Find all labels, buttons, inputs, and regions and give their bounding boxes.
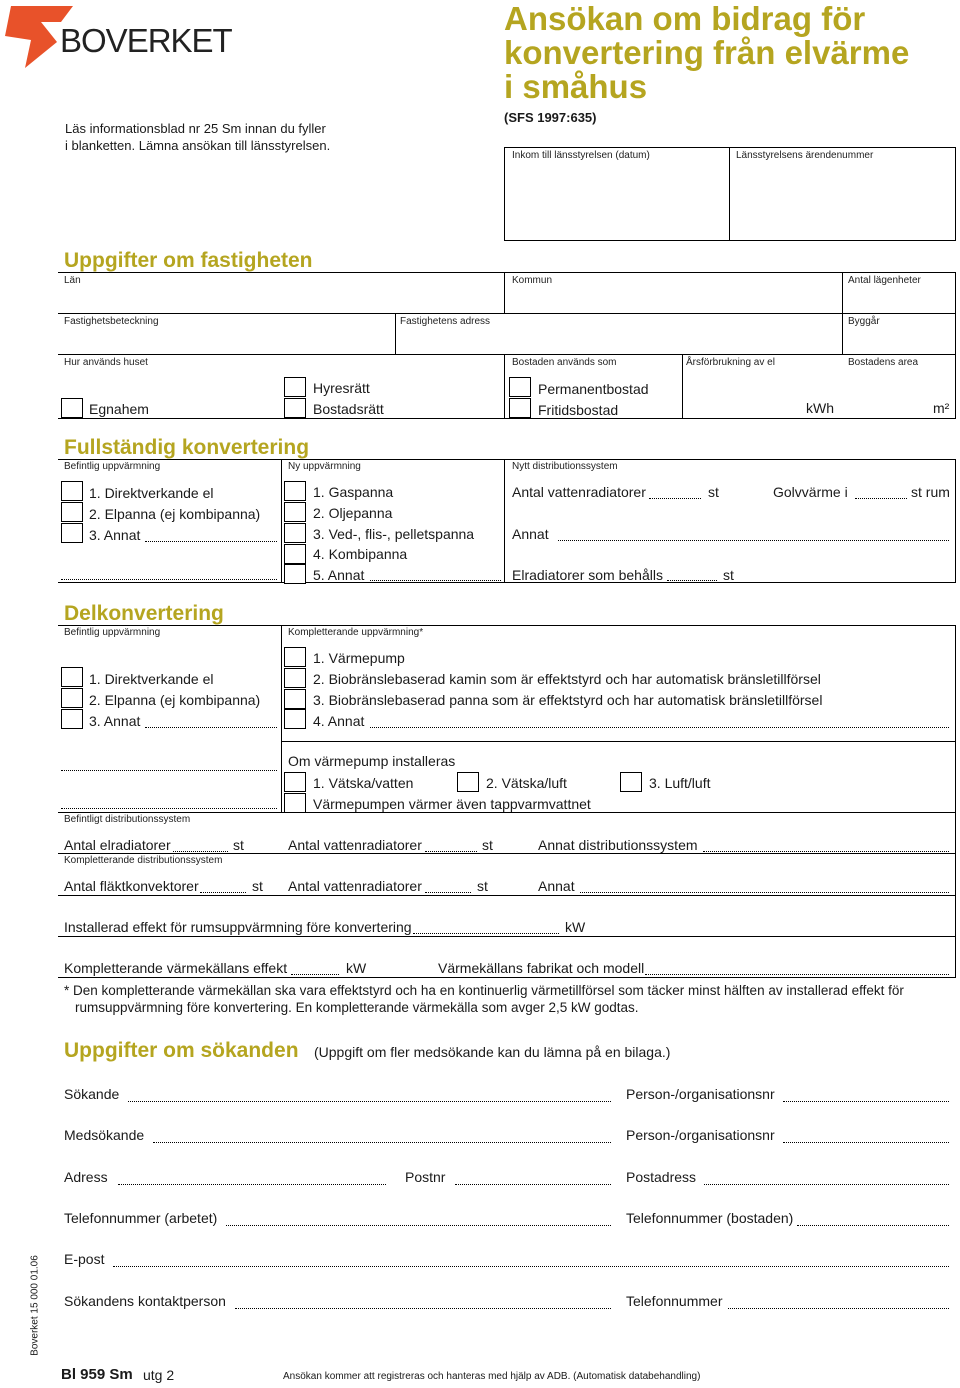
full-radiators-label: Antal vattenradiatorer [512, 484, 646, 500]
water-rad-unit: st [482, 837, 493, 853]
full-ex3-label: 3. Annat [89, 527, 141, 543]
email-label: E-post [64, 1251, 105, 1267]
side-print-code: Boverket 15 000 01.06 [29, 1255, 41, 1356]
sokande-pnr-label: Person-/organisationsnr [626, 1086, 775, 1102]
checkbox-fritids[interactable] [509, 398, 531, 418]
partial-ex2-label: 2. Elpanna (ej kombipanna) [89, 692, 261, 708]
postadress-label: Postadress [626, 1169, 697, 1185]
hp-type3-label: 3. Luft/luft [649, 775, 711, 791]
phone-field[interactable] [728, 1308, 949, 1309]
applicant-note: (Uppgift om fler medsökande kan du lämna på en bilaga.) [314, 1044, 671, 1060]
checkbox-partial-ex2[interactable] [61, 688, 83, 708]
form-edition: utg 2 [143, 1367, 175, 1383]
checkbox-full-new3[interactable] [284, 523, 306, 543]
email-field[interactable] [113, 1266, 949, 1267]
checkbox-hp-type2[interactable] [457, 772, 479, 792]
intro-text-line2: i blanketten. Lämna ansökan till länsstyrelsen. [65, 138, 331, 153]
postadress-field[interactable] [704, 1184, 949, 1185]
manufacturer-field[interactable] [645, 974, 949, 975]
other-dist-label: Annat distributionssystem [538, 837, 698, 853]
hp-type1-label: 1. Vätska/vatten [313, 775, 414, 791]
area-field[interactable] [846, 372, 926, 414]
form-title-line3: i småhus [504, 68, 648, 105]
received-date-label: Inkom till länsstyrelsen (datum) [512, 150, 650, 161]
full-ex2-label: 2. Elpanna (ej kombipanna) [89, 506, 261, 522]
checkbox-egnahem[interactable] [61, 398, 83, 418]
heat-pump-heading: Om värmepump installeras [288, 753, 456, 769]
partial-c2-label: 2. Biobränslebaserad kamin som är effektstyrd och har automatisk bränsletillförsel [313, 671, 821, 687]
partial-c3-label: 3. Biobränslebaserad panna som är effektstyrd och har automatisk bränsletillförsel [313, 692, 823, 708]
el-rad-label: Antal elradiatorer [64, 837, 171, 853]
partial-c1-label: 1. Värmepump [313, 650, 405, 666]
footnote-line2: rumsuppvärmning före konvertering. En kompletterande värmekälla som avger 2,5 kW godtas. [75, 1000, 639, 1015]
water-rad-field[interactable] [425, 851, 477, 852]
apartments-field[interactable] [843, 287, 954, 312]
year-field[interactable] [843, 328, 954, 353]
hp-type2-label: 2. Vätska/luft [486, 775, 567, 791]
checkbox-hp-type1[interactable] [284, 772, 306, 792]
m2-unit: m² [933, 400, 950, 416]
checkbox-full-new2[interactable] [284, 502, 306, 522]
adb-notice: Ansökan kommer att registreras och hanteras med hjälp av ADB. (Automatisk databehandling) [283, 1371, 701, 1382]
full-annat-field[interactable] [558, 540, 949, 541]
adress-label: Adress [64, 1169, 108, 1185]
postnr-field[interactable] [455, 1184, 611, 1185]
checkbox-hyresratt[interactable] [284, 377, 306, 397]
kommun-field[interactable] [505, 287, 841, 312]
partial-c4-field[interactable] [370, 727, 949, 728]
full-ex3-field[interactable] [145, 541, 277, 542]
checkbox-full-ex3[interactable] [61, 523, 83, 543]
full-new5-label: 5. Annat [313, 567, 365, 583]
medsokande-pnr-field[interactable] [783, 1142, 949, 1143]
phone-label: Telefonnummer [626, 1293, 723, 1309]
fan-field[interactable] [200, 892, 246, 893]
address-field[interactable] [396, 328, 841, 353]
designation-label: Fastighetsbeteckning [64, 316, 159, 327]
checkbox-partial-c4[interactable] [284, 709, 306, 729]
checkbox-partial-c2[interactable] [284, 668, 306, 688]
full-floor-label: Golvvärme i [773, 484, 848, 500]
partial-ex3-label: 3. Annat [89, 713, 141, 729]
form-id: Bl 959 Sm [61, 1366, 133, 1383]
installed-effect-field[interactable] [413, 933, 559, 934]
full-radiators-field[interactable] [649, 498, 701, 499]
consumption-label: Årsförbrukning av el [686, 357, 775, 368]
lan-label: Län [64, 275, 81, 286]
form-title-line2: konvertering från elvärme [504, 34, 910, 71]
form-title-line1: Ansökan om bidrag för [504, 0, 866, 37]
case-number-label: Länsstyrelsens ärendenummer [736, 150, 874, 161]
checkbox-hp-water[interactable] [284, 793, 306, 813]
medsokande-pnr-label: Person-/organisationsnr [626, 1127, 775, 1143]
full-elrad-field[interactable] [667, 580, 717, 581]
tel-work-label: Telefonnummer (arbetet) [64, 1210, 218, 1226]
partial-ex3-field2[interactable] [61, 770, 277, 771]
full-new5-field[interactable] [370, 580, 501, 581]
sokande-label: Sökande [64, 1086, 120, 1102]
contact-field[interactable] [235, 1308, 611, 1309]
full-new-label: Ny uppvärmning [288, 461, 361, 472]
full-dist-label: Nytt distributionssystem [512, 461, 618, 472]
partial-comp-label: Kompletterande uppvärmning* [288, 627, 424, 638]
full-floor-unit: st rum [911, 484, 950, 500]
comp-annat-label: Annat [538, 878, 575, 894]
comp-water-rad-unit: st [477, 878, 488, 894]
tel-work-field[interactable] [226, 1225, 611, 1226]
hyresratt-label: Hyresrätt [313, 380, 370, 396]
partial-ex3-field3[interactable] [61, 808, 277, 809]
partial-ex1-label: 1. Direktverkande el [89, 671, 214, 687]
contact-label: Sökandens kontaktperson [64, 1293, 226, 1309]
comp-effect-unit: kW [346, 960, 367, 976]
sokande-field[interactable] [128, 1101, 611, 1102]
partial-existing-label: Befintlig uppvärmning [64, 627, 161, 638]
partial-ex3-field[interactable] [145, 727, 277, 728]
tel-home-field[interactable] [797, 1225, 949, 1226]
medsokande-label: Medsökande [64, 1127, 145, 1143]
checkbox-partial-c1[interactable] [284, 647, 306, 667]
checkbox-full-new5[interactable] [284, 564, 306, 584]
installed-effect-label: Installerad effekt för rumsuppvärmning före konvertering [64, 919, 412, 935]
footnote-line1: * Den kompletterande värmekällan ska vara effektstyrd och ha en kontinuerlig värmetillförsel som täcker minst hälften av installerad effekt för [64, 983, 904, 998]
comp-annat-field[interactable] [580, 892, 949, 893]
medsokande-field[interactable] [153, 1142, 611, 1143]
fan-unit: st [252, 878, 263, 894]
full-radiators-unit: st [708, 484, 719, 500]
existing-dist-label: Befintligt distributionssystem [64, 814, 191, 825]
adress-field[interactable] [118, 1184, 386, 1185]
section-title-partial: Delkonvertering [64, 602, 224, 625]
checkbox-partial-ex1[interactable] [61, 667, 83, 687]
permanent-label: Permanentbostad [538, 381, 649, 397]
usage-label: Hur används huset [64, 357, 148, 368]
checkbox-full-ex1[interactable] [61, 481, 83, 501]
comp-water-rad-label: Antal vattenradiatorer [288, 878, 422, 894]
full-elrad-label: Elradiatorer som behålls [512, 567, 663, 583]
intro-text-line1: Läs informationsblad nr 25 Sm innan du fyller [65, 121, 326, 136]
fan-label: Antal fläktkonvektorer [64, 878, 199, 894]
manufacturer-label: Värmekällans fabrikat och modell [438, 960, 645, 976]
checkbox-partial-c3[interactable] [284, 689, 306, 709]
form-title [504, 2, 909, 104]
tel-home-label: Telefonnummer (bostaden) [626, 1210, 794, 1226]
installed-effect-unit: kW [565, 919, 586, 935]
comp-water-rad-field[interactable] [425, 892, 471, 893]
checkbox-bostadsratt[interactable] [284, 398, 306, 418]
full-annat-label: Annat [512, 526, 549, 542]
el-rad-unit: st [233, 837, 244, 853]
consumption-field[interactable] [686, 372, 796, 414]
comp-dist-label: Kompletterande distributionssystem [64, 855, 223, 866]
full-new2-label: 2. Oljepanna [313, 505, 393, 521]
postnr-label: Postnr [405, 1169, 446, 1185]
apartments-label: Antal lägenheter [848, 275, 921, 286]
kommun-label: Kommun [512, 275, 553, 286]
area-label: Bostadens area [848, 357, 919, 368]
hp-water-label: Värmepumpen värmer även tappvarmvattnet [313, 796, 591, 812]
comp-effect-field[interactable] [291, 974, 339, 975]
full-ex1-label: 1. Direktverkande el [89, 485, 214, 501]
address-label: Fastighetens adress [400, 316, 491, 327]
el-rad-field[interactable] [173, 851, 228, 852]
full-floor-field[interactable] [855, 498, 907, 499]
sokande-pnr-field[interactable] [783, 1101, 949, 1102]
full-elrad-unit: st [723, 567, 734, 583]
lan-field[interactable] [59, 287, 503, 312]
checkbox-full-ex2[interactable] [61, 502, 83, 522]
full-existing-label: Befintlig uppvärmning [64, 461, 161, 472]
egnahem-label: Egnahem [89, 401, 149, 417]
case-number-field[interactable] [730, 164, 955, 240]
checkbox-full-new1[interactable] [284, 481, 306, 501]
partial-c4-label: 4. Annat [313, 713, 365, 729]
checkbox-permanent[interactable] [509, 377, 531, 397]
comp-effect-label: Kompletterande värmekällans effekt [64, 960, 288, 976]
checkbox-hp-type3[interactable] [620, 772, 642, 792]
fritids-label: Fritidsbostad [538, 402, 619, 418]
section-title-property: Uppgifter om fastigheten [64, 249, 313, 272]
checkbox-full-new4[interactable] [284, 544, 306, 564]
bostadsratt-label: Bostadsrätt [313, 401, 384, 417]
kwh-unit: kWh [806, 400, 834, 416]
section-title-applicant: Uppgifter om sökanden [64, 1039, 299, 1062]
other-dist-field[interactable] [703, 851, 949, 852]
water-rad-label: Antal vattenradiatorer [288, 837, 422, 853]
full-new3-label: 3. Ved-, flis-, pelletspanna [313, 526, 475, 542]
sfs-reference: (SFS 1997:635) [504, 110, 597, 125]
dwelling-label: Bostaden används som [512, 357, 617, 368]
checkbox-partial-ex3[interactable] [61, 709, 83, 729]
full-new1-label: 1. Gaspanna [313, 484, 394, 500]
received-date-field[interactable] [505, 164, 728, 240]
full-new4-label: 4. Kombipanna [313, 546, 408, 562]
full-ex3-field2[interactable] [61, 579, 277, 580]
year-label: Byggår [848, 316, 880, 327]
section-title-full: Fullständig konvertering [64, 436, 310, 459]
boverket-wordmark: BOVERKET [60, 22, 232, 59]
designation-field[interactable] [59, 328, 394, 353]
